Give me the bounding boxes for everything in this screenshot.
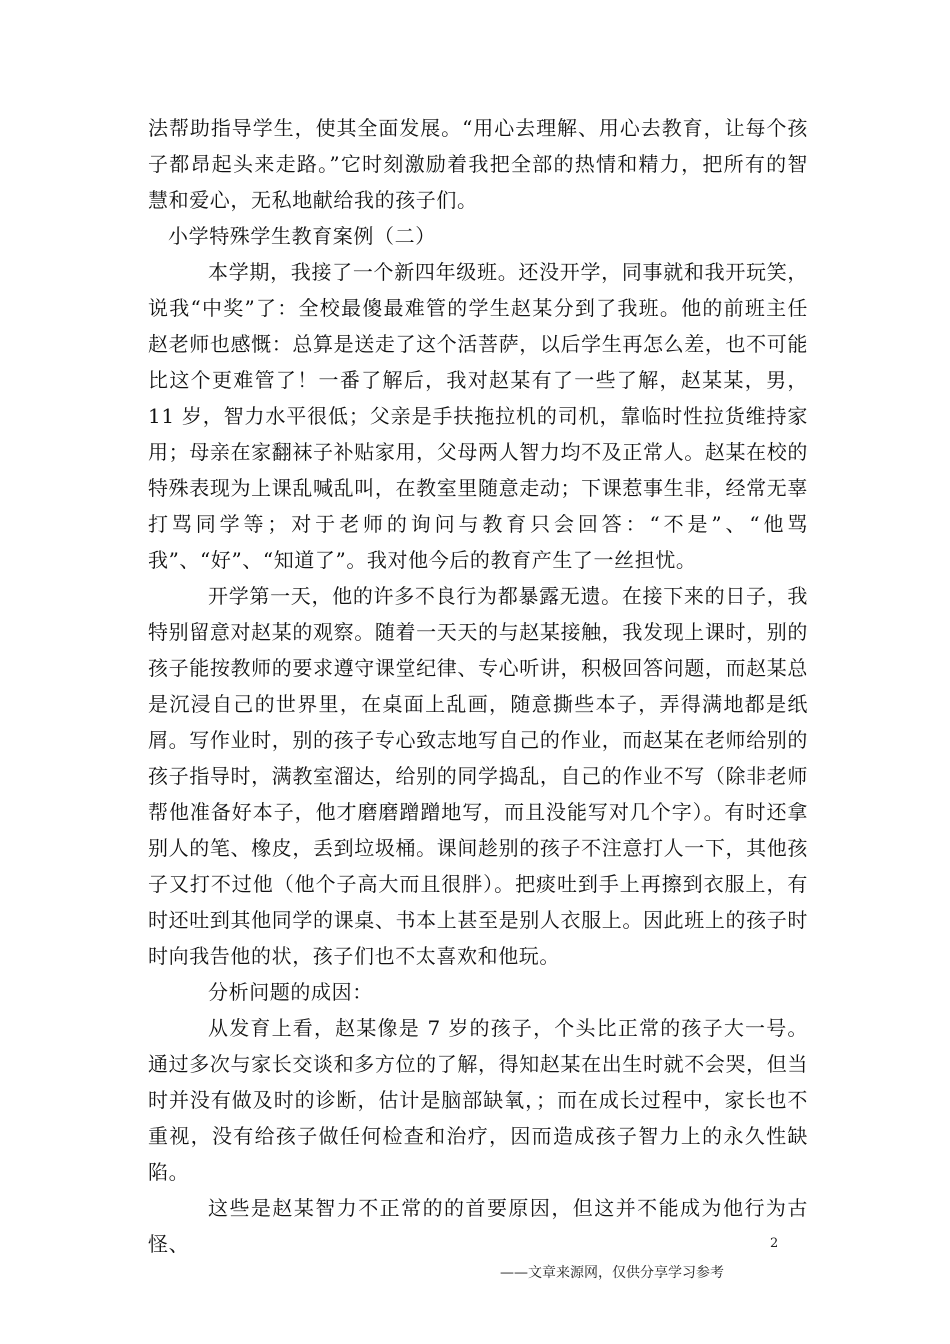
page-number: 2 — [770, 1236, 779, 1251]
paragraph-cause: 从发育上看，赵某像是 7 岁的孩子，个头比正常的孩子大一号。通过多次与家长交谈和多方位的了解，得知赵某在出生时就不会哭，但当时并没有做及时的诊断，估计是脑部缺氧，；而在成长过程中，家长也不重视，没有给孩子做任何检查和治疗，因而造成孩子智力上的永久性缺陷。 — [148, 1016, 808, 1184]
document-body — [148, 110, 808, 1262]
footer-note: ——文章来源网，仅供分享学习参考 — [500, 1265, 724, 1281]
paragraph-observation: 开学第一天，他的许多不良行为都暴露无遗。在接下来的日子，我特别留意对赵某的观察。随着一天天的与赵某接触，我发现上课时，别的孩子能按教师的要求遵守课堂纪律、专心听讲，积极回答问题，而赵某总是沉浸自己的世界里，在桌面上乱画，随意撕些本子，弄得满地都是纸屑。写作业时，别的孩子专心致志地写自己的作业，而赵某在老师给别的孩子指导时，满教室溜达，给别的同学捣乱，自己的作业不写（除非老师帮他准备好本子，他才磨磨蹭蹭地写，而且没能写对几个字）。有时还拿别人的笔、橡皮，丢到垃圾桶。课间趁别的孩子不注意打人一下，其他孩子又打不过他（他个子高大而且很胖）。把痰吐到手上再擦到衣服上，有时还吐到其他同学的课桌、书本上甚至是别人衣服上。因此班上的孩子时时向我告他的状，孩子们也不太喜欢和他玩。 — [148, 584, 808, 968]
paragraph-continued: 这些是赵某智力不正常的的首要原因，但这并不能成为他行为古怪、 — [148, 1196, 808, 1256]
subheading-cause-analysis: 分析问题的成因： — [208, 980, 373, 1004]
paragraph-introduction: 本学期，我接了一个新四年级班。还没开学，同事就和我开玩笑，说我“中奖”了：全校最傻最难管的学生赵某分到了我班。他的前班主任赵老师也感慨：总算是送走了这个活菩萨，以后学生再怎么差，也不可能比这个更难管了！一番了解后，我对赵某有了一些了解，赵某某，男，11 岁，智力水平很低；父亲是手扶拖拉机的司机，靠临时性拉货维持家用；母亲在家翻袜子补贴家用，父母两人智力均不及正常人。赵某在校的特殊表现为上课乱喊乱叫，在教室里随意走动；下课惹事生非，经常无辜打骂同学等；对于老师的询问与教育只会回答：“不是”、“他骂我”、“好”、“知道了”。我对他今后的教育产生了一丝担忧。 — [148, 260, 808, 572]
paragraph-continuation: 法帮助指导学生，使其全面发展。“用心去理解、用心去教育，让每个孩子都昂起头来走路。”它时刻激励着我把全部的热情和精力，把所有的智慧和爱心，无私地献给我的孩子们。 — [148, 116, 808, 212]
section-heading: 小学特殊学生教育案例（二） — [168, 224, 436, 248]
